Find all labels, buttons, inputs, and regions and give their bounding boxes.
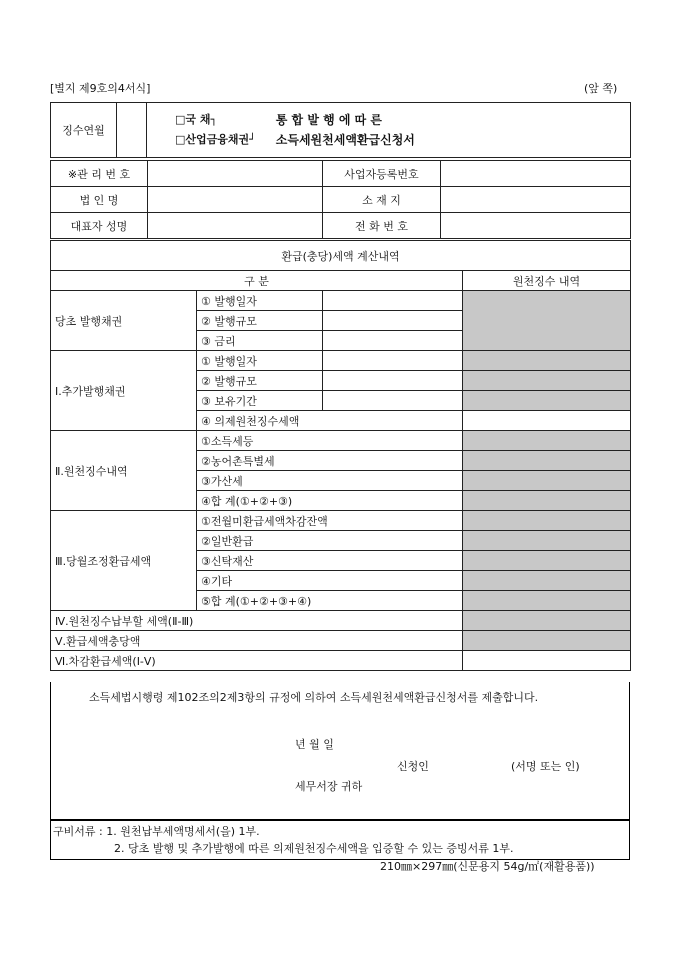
attachment-line-1: 구비서류 : 1. 원천납부세액명세서(을) 1부. bbox=[53, 825, 260, 838]
option-national-bond[interactable]: □국 채┐ bbox=[175, 113, 218, 126]
row-item: ③ 보유기간 bbox=[197, 391, 323, 411]
row-item: ④ 의제원천징수세액 bbox=[197, 411, 463, 431]
summary-row: Ⅵ.차감환급세액(Ⅰ-Ⅴ) bbox=[51, 651, 463, 671]
original-bond-label: 당초 발행채권 bbox=[51, 291, 197, 351]
shaded-cell bbox=[463, 491, 631, 511]
row-value[interactable] bbox=[463, 651, 631, 671]
phone-value[interactable] bbox=[441, 213, 631, 239]
shaded-cell bbox=[463, 511, 631, 531]
summary-row: Ⅳ.원천징수납부할 세액(Ⅱ-Ⅲ) bbox=[51, 611, 463, 631]
col-withholding: 원천징수 내역 bbox=[463, 271, 631, 291]
row-item: ②농어촌특별세 bbox=[197, 451, 463, 471]
mgmt-no-value[interactable] bbox=[148, 161, 323, 187]
corp-name-label: 법 인 명 bbox=[51, 187, 148, 213]
row-item: ① 발행일자 bbox=[197, 291, 323, 311]
row-item: ③ 금리 bbox=[197, 331, 323, 351]
signature-label[interactable]: (서명 또는 인) bbox=[511, 760, 580, 773]
shaded-cell bbox=[463, 371, 631, 391]
rep-name-value[interactable] bbox=[148, 213, 323, 239]
form-number: [별지 제9호의4서식] bbox=[50, 82, 151, 95]
adjustment-label: Ⅲ.당월조정환급세액 bbox=[51, 511, 197, 611]
phone-label: 전 화 번 호 bbox=[323, 213, 441, 239]
additional-bond-label: Ⅰ.추가발행채권 bbox=[51, 351, 197, 431]
title-line-2: 소득세원천세액환급신청서 bbox=[275, 133, 415, 147]
shaded-cell bbox=[463, 431, 631, 451]
row-input[interactable] bbox=[323, 331, 463, 351]
row-item: ④합 계(①+②+③) bbox=[197, 491, 463, 511]
declaration-date[interactable]: 년 월 일 bbox=[295, 738, 334, 751]
shaded-cell bbox=[463, 471, 631, 491]
corp-name-value[interactable] bbox=[148, 187, 323, 213]
location-value[interactable] bbox=[441, 187, 631, 213]
declaration-text: 소득세법시행령 제102조의2제3항의 규정에 의하여 소득세원천세액환급신청서를 제출합니다. bbox=[89, 691, 539, 704]
page-side-label: (앞 쪽) bbox=[584, 82, 618, 95]
mgmt-no-label: ※관 리 번 호 bbox=[51, 161, 148, 187]
row-input[interactable] bbox=[323, 351, 463, 371]
row-input[interactable] bbox=[323, 291, 463, 311]
paper-spec: 210㎜×297㎜(신문용지 54g/㎡(재활용품)) bbox=[380, 860, 595, 873]
row-input[interactable] bbox=[323, 391, 463, 411]
shaded-cell bbox=[463, 291, 631, 351]
row-item: ①전월미환급세액차감잔액 bbox=[197, 511, 463, 531]
shaded-cell bbox=[463, 611, 631, 631]
withholding-label: Ⅱ.원천징수내역 bbox=[51, 431, 197, 511]
row-item: ① 발행일자 bbox=[197, 351, 323, 371]
option-industrial-bond[interactable]: □산업금융채권┘ bbox=[175, 133, 256, 146]
row-item: ② 발행규모 bbox=[197, 311, 323, 331]
biz-reg-no-value[interactable] bbox=[441, 161, 631, 187]
shaded-cell bbox=[463, 451, 631, 471]
shaded-cell bbox=[463, 551, 631, 571]
biz-reg-no-label: 사업자등록번호 bbox=[323, 161, 441, 187]
summary-row: Ⅴ.환급세액충당액 bbox=[51, 631, 463, 651]
location-label: 소 재 지 bbox=[323, 187, 441, 213]
info-table bbox=[50, 160, 631, 239]
period-label: 징수연월 bbox=[51, 103, 117, 158]
row-item: ④기타 bbox=[197, 571, 463, 591]
row-item: ③가산세 bbox=[197, 471, 463, 491]
row-item: ①소득세등 bbox=[197, 431, 463, 451]
section-title: 환급(충당)세액 계산내역 bbox=[51, 241, 631, 271]
period-value[interactable] bbox=[117, 103, 147, 158]
shaded-cell bbox=[463, 391, 631, 411]
row-input[interactable] bbox=[323, 371, 463, 391]
row-value[interactable] bbox=[463, 411, 631, 431]
form-title bbox=[147, 103, 631, 158]
applicant-label: 신청인 bbox=[397, 760, 429, 773]
row-item: ②일반환급 bbox=[197, 531, 463, 551]
rep-name-label: 대표자 성명 bbox=[51, 213, 148, 239]
shaded-cell bbox=[463, 591, 631, 611]
shaded-cell bbox=[463, 631, 631, 651]
row-input[interactable] bbox=[323, 311, 463, 331]
attachment-line-2: 2. 당초 발행 및 추가발행에 따른 의제원천징수세액을 입증할 수 있는 증빙서류 1부. bbox=[114, 842, 514, 855]
title-table bbox=[50, 102, 631, 158]
col-division: 구 분 bbox=[51, 271, 463, 291]
shaded-cell bbox=[463, 351, 631, 371]
calc-table bbox=[50, 240, 631, 671]
declaration-block bbox=[50, 682, 630, 820]
shaded-cell bbox=[463, 531, 631, 551]
row-item: ② 발행규모 bbox=[197, 371, 323, 391]
shaded-cell bbox=[463, 571, 631, 591]
recipient-label: 세무서장 귀하 bbox=[295, 780, 363, 793]
row-item: ③신탁재산 bbox=[197, 551, 463, 571]
row-item: ⑤합 계(①+②+③+④) bbox=[197, 591, 463, 611]
title-line-1: 통 합 발 행 에 따 른 bbox=[275, 113, 382, 127]
